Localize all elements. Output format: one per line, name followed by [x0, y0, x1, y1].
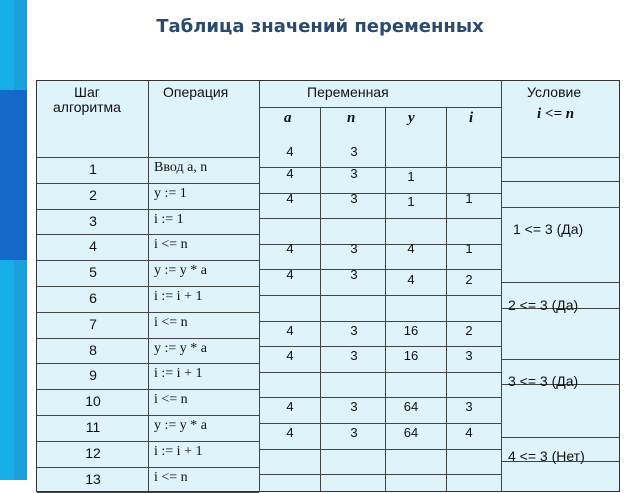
operation-text: i := i + 1	[154, 444, 203, 459]
condition-result: 1 <= 3 (Да)	[513, 221, 584, 237]
operation-text: y := y * a	[154, 263, 207, 278]
row-divider	[37, 209, 259, 210]
operation-text: y := y * a	[154, 418, 207, 433]
row-divider	[37, 415, 259, 416]
sidebar-stripe-dark	[0, 90, 27, 260]
value-y: 1	[407, 169, 415, 184]
row-divider	[37, 234, 259, 235]
value-a: 4	[286, 166, 294, 181]
step-number: 6	[89, 290, 97, 306]
row-divider	[501, 207, 619, 208]
operation-text: i <= n	[154, 237, 188, 252]
row-divider	[259, 295, 501, 296]
value-a: 4	[286, 144, 294, 159]
value-a: 4	[286, 267, 294, 282]
condition-result: 2 <= 3 (Да)	[508, 297, 579, 313]
header-var-n: n	[347, 110, 356, 126]
value-y: 64	[403, 425, 419, 440]
value-n: 3	[350, 399, 358, 414]
operation-text: i := i + 1	[154, 289, 203, 304]
operation-text: i := i + 1	[154, 366, 203, 381]
value-a: 4	[286, 399, 294, 414]
value-n: 3	[350, 241, 358, 256]
value-y: 64	[403, 399, 419, 414]
value-i: 1	[465, 241, 473, 256]
header-condition: Условие	[527, 84, 582, 100]
step-number: 2	[89, 187, 97, 203]
page-title: Таблица значений переменных	[156, 16, 484, 37]
header-step-line2: алгоритма	[53, 99, 121, 115]
row-divider	[37, 286, 259, 287]
row-divider	[37, 338, 259, 339]
header-var-a: a	[284, 110, 292, 126]
step-number: 13	[85, 471, 101, 487]
step-number: 11	[85, 419, 101, 435]
condition-result: 3 <= 3 (Да)	[508, 373, 579, 389]
value-i: 2	[465, 272, 473, 287]
step-number: 10	[85, 393, 101, 409]
row-divider	[37, 389, 259, 390]
value-n: 3	[350, 191, 358, 206]
row-divider	[259, 449, 501, 450]
value-n: 3	[350, 144, 358, 159]
value-y: 4	[407, 272, 415, 287]
row-divider	[501, 157, 619, 158]
row-divider	[37, 441, 259, 442]
operation-text: i <= n	[154, 315, 188, 330]
row-divider	[259, 346, 501, 347]
value-y: 1	[407, 194, 415, 209]
value-i: 1	[465, 191, 473, 206]
row-divider	[501, 437, 619, 438]
header-var-i: i	[469, 110, 474, 126]
operation-text: y := 1	[154, 186, 187, 201]
step-number: 3	[89, 213, 97, 229]
value-a: 4	[286, 191, 294, 206]
value-a: 4	[286, 348, 294, 363]
value-i: 3	[465, 348, 473, 363]
step-number: 8	[89, 342, 97, 358]
step-number: 9	[89, 367, 97, 383]
header-var-y: y	[408, 110, 415, 126]
step-number: 5	[89, 264, 97, 280]
value-y: 16	[403, 323, 419, 338]
header-step-line1: Шаг	[74, 84, 100, 100]
row-divider	[259, 474, 501, 475]
value-n: 3	[350, 348, 358, 363]
value-i: 4	[465, 425, 473, 440]
operation-text: i <= n	[154, 470, 188, 485]
value-n: 3	[350, 267, 358, 282]
header-divider	[259, 107, 501, 108]
row-divider	[37, 260, 259, 261]
row-divider	[37, 467, 259, 468]
header-operation: Операция	[163, 84, 229, 100]
value-y: 4	[407, 241, 415, 256]
operation-text: i <= n	[154, 392, 188, 407]
condition-result: 4 <= 3 (Нет)	[508, 448, 585, 464]
value-n: 3	[350, 425, 358, 440]
row-divider	[259, 397, 501, 398]
value-n: 3	[350, 323, 358, 338]
value-a: 4	[286, 323, 294, 338]
row-divider	[501, 181, 619, 182]
value-i: 2	[465, 323, 473, 338]
row-divider	[37, 363, 259, 364]
column-divider	[446, 107, 447, 491]
row-divider	[501, 282, 619, 283]
value-y: 16	[403, 348, 419, 363]
step-number: 4	[89, 238, 97, 254]
value-a: 4	[286, 241, 294, 256]
column-divider	[385, 107, 386, 491]
column-divider	[259, 81, 260, 491]
step-number: 12	[85, 445, 101, 461]
row-divider	[259, 423, 501, 424]
operation-text: i := 1	[154, 212, 184, 227]
operation-text: y := y * a	[154, 341, 207, 356]
row-divider	[259, 372, 501, 373]
row-divider	[259, 321, 501, 322]
header-condition-expr: i <= n	[537, 106, 575, 122]
row-divider	[37, 183, 259, 184]
value-i: 3	[465, 399, 473, 414]
step-number: 1	[89, 161, 97, 177]
step-number: 7	[89, 316, 97, 332]
row-divider	[501, 359, 619, 360]
row-divider	[37, 312, 259, 313]
value-a: 4	[286, 425, 294, 440]
operation-text: Ввод a, n	[154, 160, 208, 175]
header-variable: Переменная	[307, 84, 389, 100]
value-n: 3	[350, 166, 358, 181]
row-divider	[37, 157, 259, 158]
column-divider	[501, 81, 502, 491]
variables-table	[36, 80, 620, 492]
column-divider	[320, 107, 321, 491]
row-divider	[259, 218, 501, 219]
header-step	[47, 85, 127, 115]
